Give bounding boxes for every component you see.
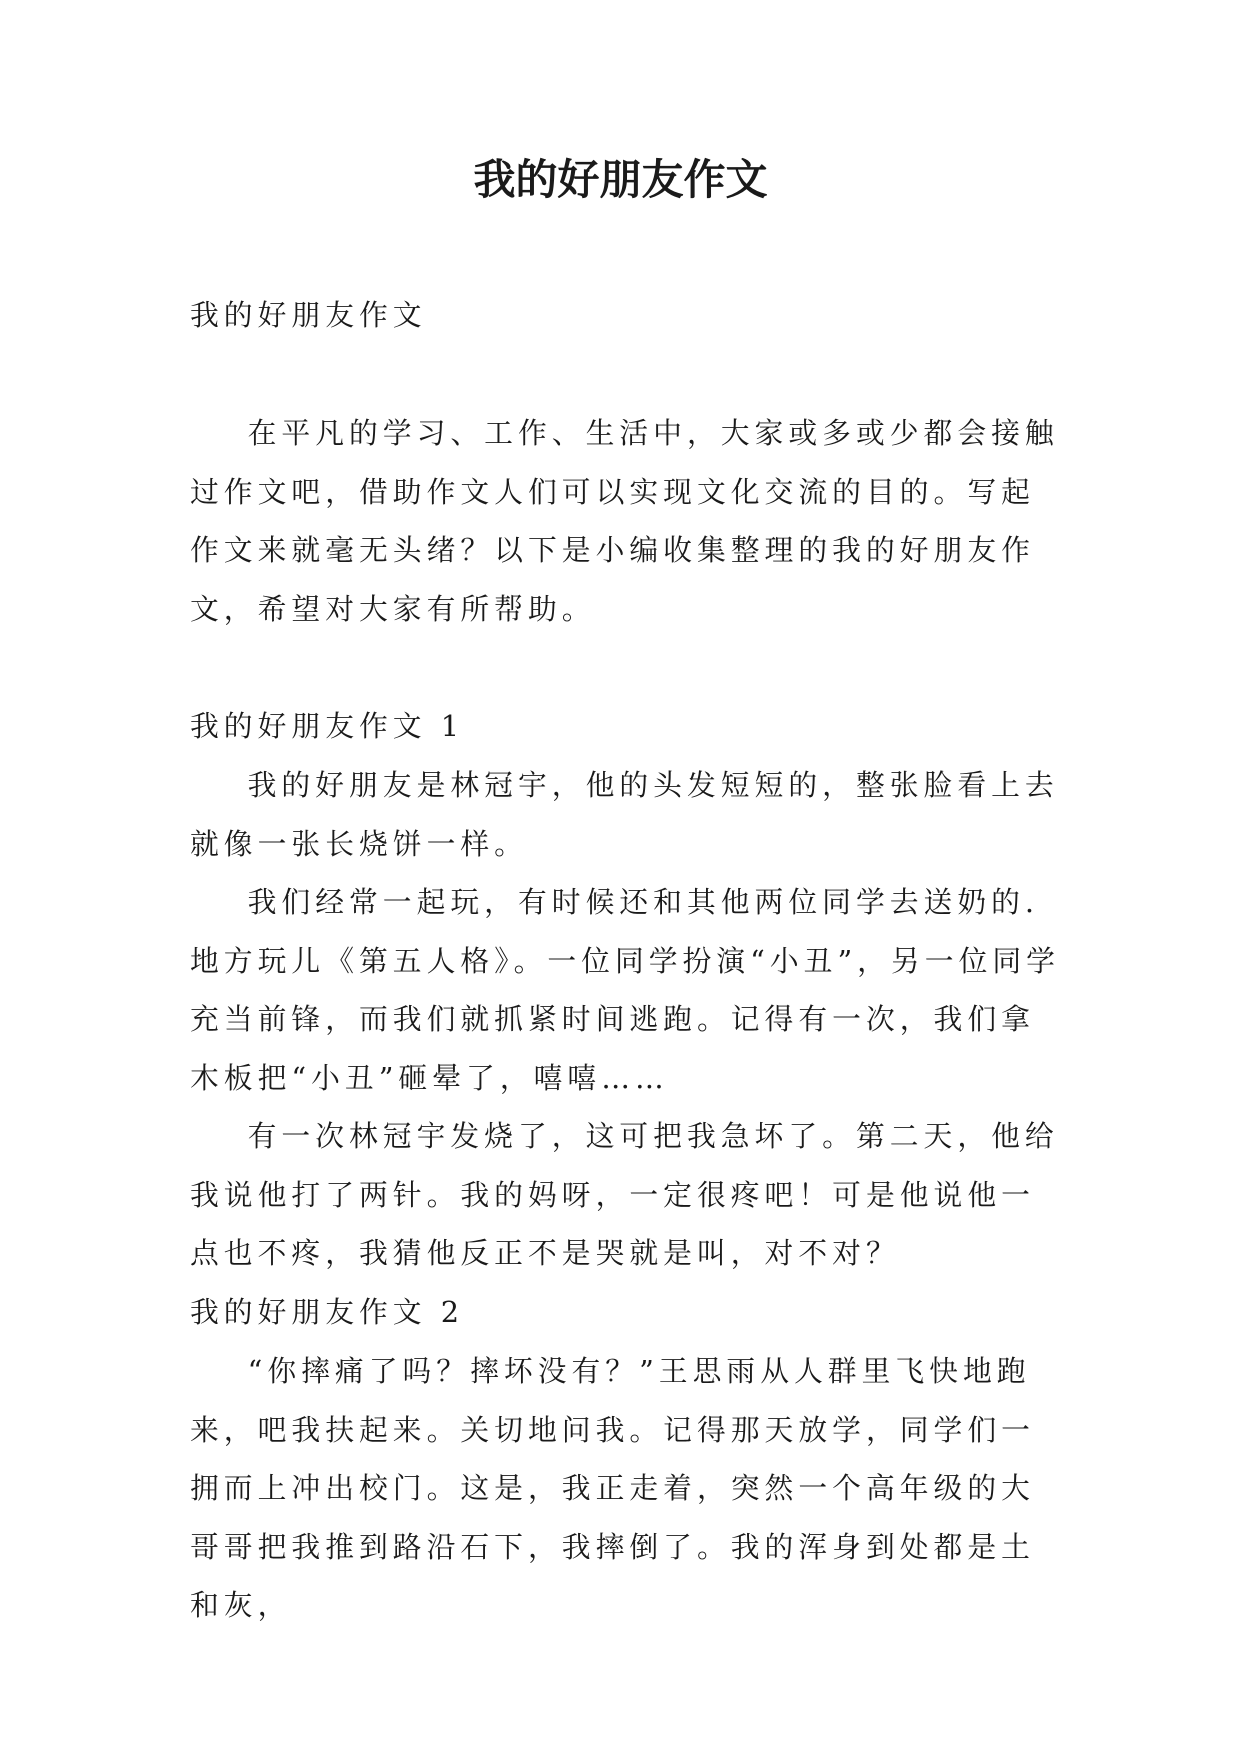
document-subtitle: 我的好朋友作文	[190, 298, 427, 332]
section-heading: 我的好朋友作文 2	[190, 1295, 465, 1329]
section-paragraph: 有一次林冠宇发烧了，这可把我急坏了。第二天，他给我说他打了两针。我的妈呀，一定很疼吧！可是他说他一点也不疼，我猜他反正不是哭就是叫，对不对？	[190, 1119, 1059, 1270]
section-heading: 我的好朋友作文 1	[190, 709, 465, 743]
intro-paragraph: 在平凡的学习、工作、生活中，大家或多或少都会接触过作文吧，借助作文人们可以实现文化交流的目的。写起作文来就毫无头绪？以下是小编收集整理的我的好朋友作文，希望对大家有所帮助。	[190, 416, 1059, 626]
document-title: 我的好朋友作文	[473, 155, 768, 204]
section-paragraph: 我们经常一起玩，有时候还和其他两位同学去送奶的.地方玩儿《第五人格》。一位同学扮演“小丑”，另一位同学充当前锋，而我们就抓紧时间逃跑。记得有一次，我们拿木板把“小丑”砸晕了，嘻嘻……	[190, 885, 1060, 1095]
section-paragraph: 我的好朋友是林冠宇，他的头发短短的，整张脸看上去就像一张长烧饼一样。	[190, 768, 1059, 861]
section-paragraph: “你摔痛了吗？摔坏没有？”王思雨从人群里飞快地跑来，吧我扶起来。关切地问我。记得那天放学，同学们一拥而上冲出校门。这是，我正走着，突然一个高年级的大哥哥把我推到路沿石下，我摔倒了。我的浑身到处都是土和灰，	[190, 1354, 1035, 1622]
